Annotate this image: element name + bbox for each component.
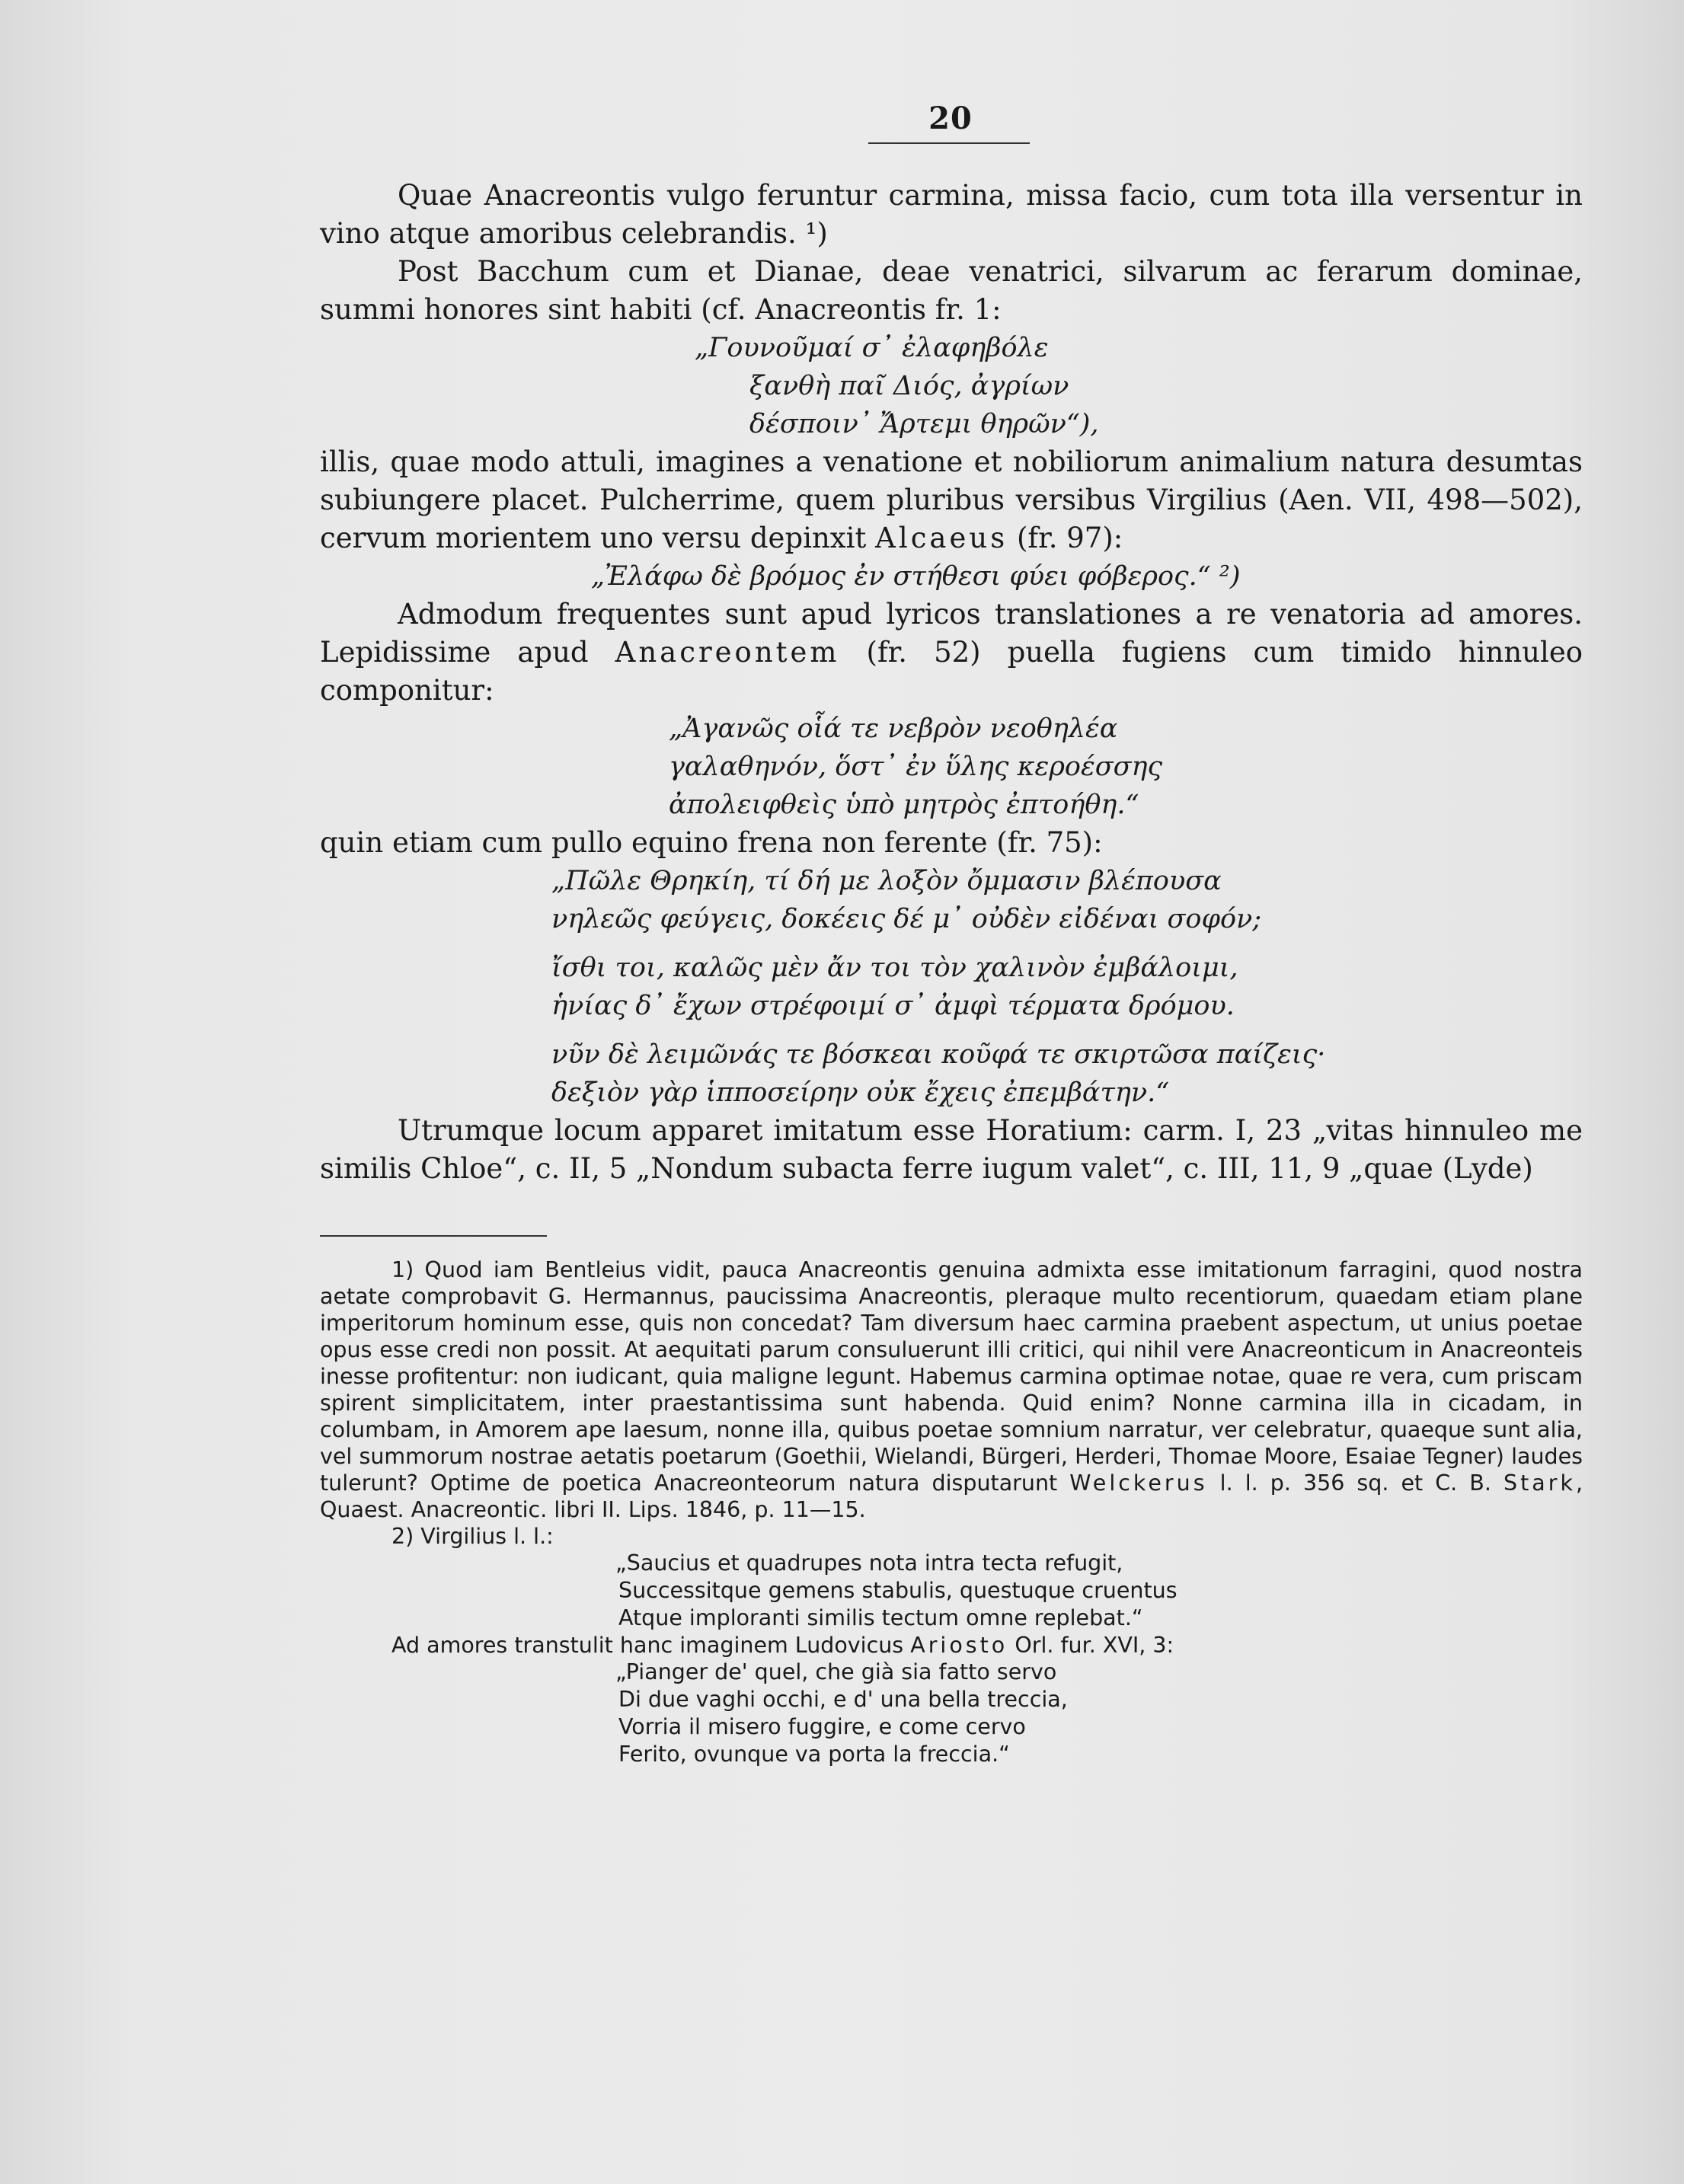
- footnote-quote: [320, 1659, 1583, 1768]
- paragraph-text: (fr. 52) puella fugiens cum timido hinnuleo componitur:: [320, 636, 1583, 707]
- page-number-rule: [868, 142, 1030, 144]
- paragraph-text: illis, quae modo attuli, imagines a venatione et nobiliorum animalium natura desumtas subiungere placet. Pulcherrime, quem pluribus versibus Virgilius (Aen. VII, 498—502), cervum morientem uno versu depinxit: [320, 445, 1583, 554]
- footnote-text: Orl. fur. XVI, 3:: [1015, 1633, 1174, 1658]
- verse-line: ἴσθι τοι, καλῶς μὲν ἄν τοι τὸν χαλινὸν ἐμβάλοιμι,: [551, 953, 1238, 983]
- author-name: Welckerus: [1069, 1470, 1208, 1496]
- verse-line: ἡνίας δ᾽ ἔχων στρέφοιμί σ᾽ ἀμφὶ τέρματα δρόμου.: [551, 991, 1235, 1021]
- footnote-2-label: 2) Virgilius l. l.:: [391, 1524, 554, 1549]
- verse-line: νηλεῶς φεύγεις, δοκέεις δέ μ᾽ οὐδὲν εἰδέναι σοφόν;: [551, 904, 1262, 934]
- quote-line: „Pianger de' quel, che già sia fatto servo: [615, 1659, 1057, 1684]
- verse-block: [320, 710, 1583, 824]
- paragraph: quin etiam cum pullo equino frena non ferente (fr. 75):: [320, 826, 1103, 859]
- verse-line: ἀπολειφθεὶς ὑπὸ μητρὸς ἐπτοήθη.“: [669, 790, 1139, 820]
- footnote-2-text: [320, 1632, 1583, 1659]
- paragraph-text: Admodum frequentes sunt apud lyricos translationes a re venatoria ad amores. Lepidissime apud: [320, 598, 1583, 669]
- author-name: Anacreontem: [615, 636, 840, 669]
- quote-line: Vorria il misero fuggire, e come cervo: [618, 1714, 1026, 1739]
- paragraph: Utrumque locum apparet imitatum esse Horatium: carm. I, 23 „vitas hinnuleo me similis Chloe“, c. II, 5 „Nondum subacta ferre iugum valet“, c. III, 11, 9 „quae (Lyde): [320, 1114, 1583, 1185]
- verse-block: [320, 329, 1583, 443]
- verse-line: νῦν δὲ λειμῶνάς τε βόσκεαι κοῦφά τε σκιρτῶσα παίζεις·: [551, 1039, 1326, 1070]
- verse-line: „Πῶλε Θρηκίη, τί δή με λοξὸν ὄμμασιν βλέπουσα: [551, 866, 1222, 896]
- footnotes: [320, 1256, 1583, 1768]
- author-name: Alcaeus: [875, 522, 1008, 554]
- paragraph: Post Bacchum cum et Dianae, deae venatrici, silvarum ac ferarum dominae, summi honores sint habiti (cf. Anacreontis fr. 1:: [320, 255, 1583, 326]
- quote-line: „Saucius et quadrupes nota intra tecta refugit,: [615, 1550, 1123, 1576]
- page-number: 20: [928, 101, 973, 136]
- footnote-text: , Quaest. Anacreontic. libri II. Lips. 1846, p. 11—15.: [320, 1470, 1583, 1522]
- author-name: Stark: [1503, 1470, 1576, 1496]
- footnote-text: Ad amores transtulit hanc imaginem Ludovicus: [391, 1633, 904, 1658]
- footnote-quote: [320, 1550, 1583, 1632]
- paragraph: Quae Anacreontis vulgo feruntur carmina, missa facio, cum tota illa versentur in vino atque amoribus celebrandis. ¹): [320, 179, 1583, 250]
- verse-line: δεξιὸν γὰρ ἱπποσείρην οὐκ ἔχεις ἐπεμβάτην.“: [551, 1078, 1170, 1108]
- footnote-1: [320, 1256, 1583, 1523]
- main-text: [320, 177, 1583, 1188]
- paragraph-text: (fr. 97):: [1016, 522, 1123, 554]
- quote-line: Atque imploranti similis tectum omne replebat.“: [618, 1605, 1143, 1630]
- verse-line: „Γουνοῦμαί σ᾽ ἐλαφηβόλε: [695, 333, 1049, 363]
- footnote-text: 1) Quod iam Bentleius vidit, pauca Anacreontis genuina admixta esse imitationum farragini, quod nostra aetate comprobavit G. Hermannus, paucissima Anacreontis, pleraque multo recentiorum, quaedam etiam plane imperitorum hominum esse, quis non concedat? Tam diversum haec carmina praebent aspectum, ut unius poetae opus esse credi non possit. At aequitati parum consuluerunt illi critici, qui nihil vere Anacreonticum in Anacreonteis inesse profitentur: non iudicant, quia maligne legunt. Habemus carmina optimae notae, quae re vera, cum priscam spirent simplicitatem, inter praestantissima sunt habenda. Quid enim? Nonne carmina illa in cicadam, in columbam, in Amorem ape laesum, nonne illa, quibus poetae somnium narratur, ver celebratur, quaeque sunt alia, vel summorum nostrae aetatis poetarum (Goethii, Wielandi, Bürgeri, Herderi, Thomae Moore, Esaiae Tegner) laudes tulerunt? Optime de poetica Anacreonteorum natura disputarunt: [320, 1257, 1583, 1496]
- paragraph: [320, 443, 1583, 557]
- paragraph: [320, 595, 1583, 710]
- author-name: Ariosto: [910, 1633, 1008, 1658]
- verse-line: γαλαθηνόν, ὅστ᾽ ἐν ὕλης κεροέσσης: [669, 752, 1163, 782]
- footnote-rule: [320, 1235, 547, 1237]
- verse-block: [320, 862, 1583, 1112]
- quote-line: Ferito, ovunque va porta la freccia.“: [618, 1742, 1010, 1767]
- verse-line: „Ἐλάφω δὲ βρόμος ἐν στήθεσι φύει φόβερος.“ ²): [591, 561, 1241, 592]
- footnote-text: l. l. p. 356 sq. et C. B.: [1219, 1470, 1491, 1496]
- quote-line: Di due vaghi occhi, e d' una bella treccia,: [618, 1687, 1068, 1712]
- verse-line: „Ἀγανῶς οἷά τε νεβρὸν νεοθηλέα: [669, 714, 1118, 744]
- quote-line: Successitque gemens stabulis, questuque cruentus: [618, 1578, 1178, 1603]
- verse-line: δέσποιν᾽ Ἄρτεμι θηρῶν“),: [749, 409, 1099, 439]
- verse-line: ξανθὴ παῖ Διός, ἀγρίων: [749, 371, 1069, 401]
